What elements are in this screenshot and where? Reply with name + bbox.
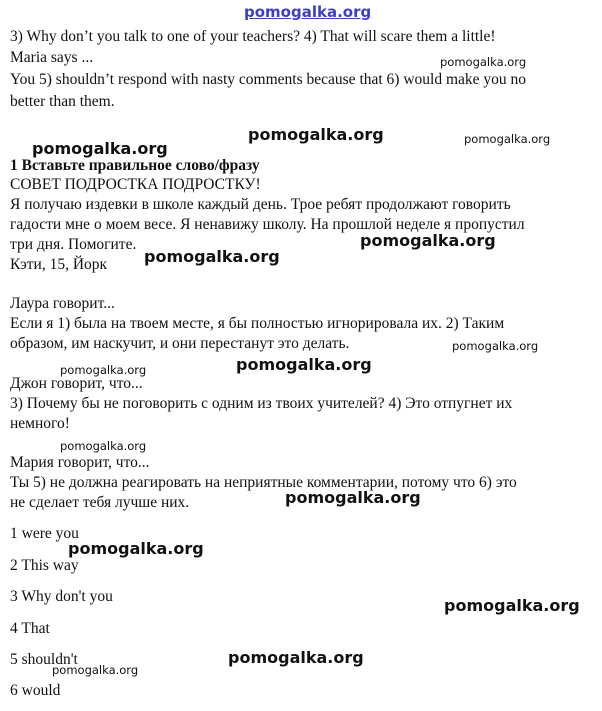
answer-item: 6 would <box>10 682 61 699</box>
john-advice: немного! <box>10 415 70 432</box>
watermark: pomogalka.org <box>228 648 364 667</box>
answer-item: 1 were you <box>10 525 79 542</box>
watermark: pomogalka.org <box>32 139 168 158</box>
watermark: pomogalka.org <box>444 596 580 615</box>
watermark-top: pomogalka.org <box>244 3 372 21</box>
maria-advice: Ты 5) не должна реагировать на неприятные комментарии, потому что 6) это <box>10 474 517 491</box>
watermark: pomogalka.org <box>68 539 204 558</box>
english-line: Maria says ... <box>10 49 94 66</box>
watermark: pomogalka.org <box>144 247 280 266</box>
laura-says: Лаура говорит... <box>10 295 115 312</box>
english-line: 3) Why don’t you talk to one of your teachers? 4) That will scare them a little! <box>10 28 496 45</box>
watermark: pomogalka.org <box>452 339 539 353</box>
english-line: better than them. <box>10 93 115 110</box>
answer-item: 2 This way <box>10 557 79 574</box>
task-title: 1 Вставьте правильное слово/фразу <box>10 157 260 174</box>
laura-advice: Если я 1) была на твоем месте, я бы полностью игнорировала их. 2) Таким <box>10 315 505 332</box>
watermark: pomogalka.org <box>236 355 372 374</box>
letter-text: Я получаю издевки в школе каждый день. Трое ребят продолжают говорить <box>10 196 511 213</box>
maria-says: Мария говорит, что... <box>10 454 150 471</box>
watermark: pomogalka.org <box>360 231 496 250</box>
letter-text: три дня. Помогите. <box>10 236 137 253</box>
john-advice: 3) Почему бы не поговорить с одним из твоих учителей? 4) Это отпугнет их <box>10 395 513 412</box>
answer-item: 5 shouldn't <box>10 651 78 668</box>
article-heading: СОВЕТ ПОДРОСТКА ПОДРОСТКУ! <box>10 176 261 193</box>
watermark: pomogalka.org <box>285 488 421 507</box>
maria-advice: не сделает тебя лучше них. <box>10 494 190 511</box>
english-line: You 5) shouldn’t respond with nasty comments because that 6) would make you no <box>10 71 527 88</box>
answer-item: 4 That <box>10 620 50 637</box>
watermark: pomogalka.org <box>60 439 147 453</box>
watermark: pomogalka.org <box>52 663 139 677</box>
watermark: pomogalka.org <box>60 363 147 377</box>
watermark: pomogalka.org <box>248 125 384 144</box>
letter-text: гадости мне о моем весе. Я ненавижу школу. На прошлой неделе я пропустил <box>10 216 525 233</box>
answer-item: 3 Why don't you <box>10 588 113 605</box>
watermark: pomogalka.org <box>440 55 527 69</box>
laura-advice: образом, им наскучит, и они перестанут это делать. <box>10 335 350 352</box>
watermark: pomogalka.org <box>464 132 551 146</box>
john-says: Джон говорит, что... <box>10 375 143 392</box>
letter-signature: Кэти, 15, Йорк <box>10 256 108 273</box>
